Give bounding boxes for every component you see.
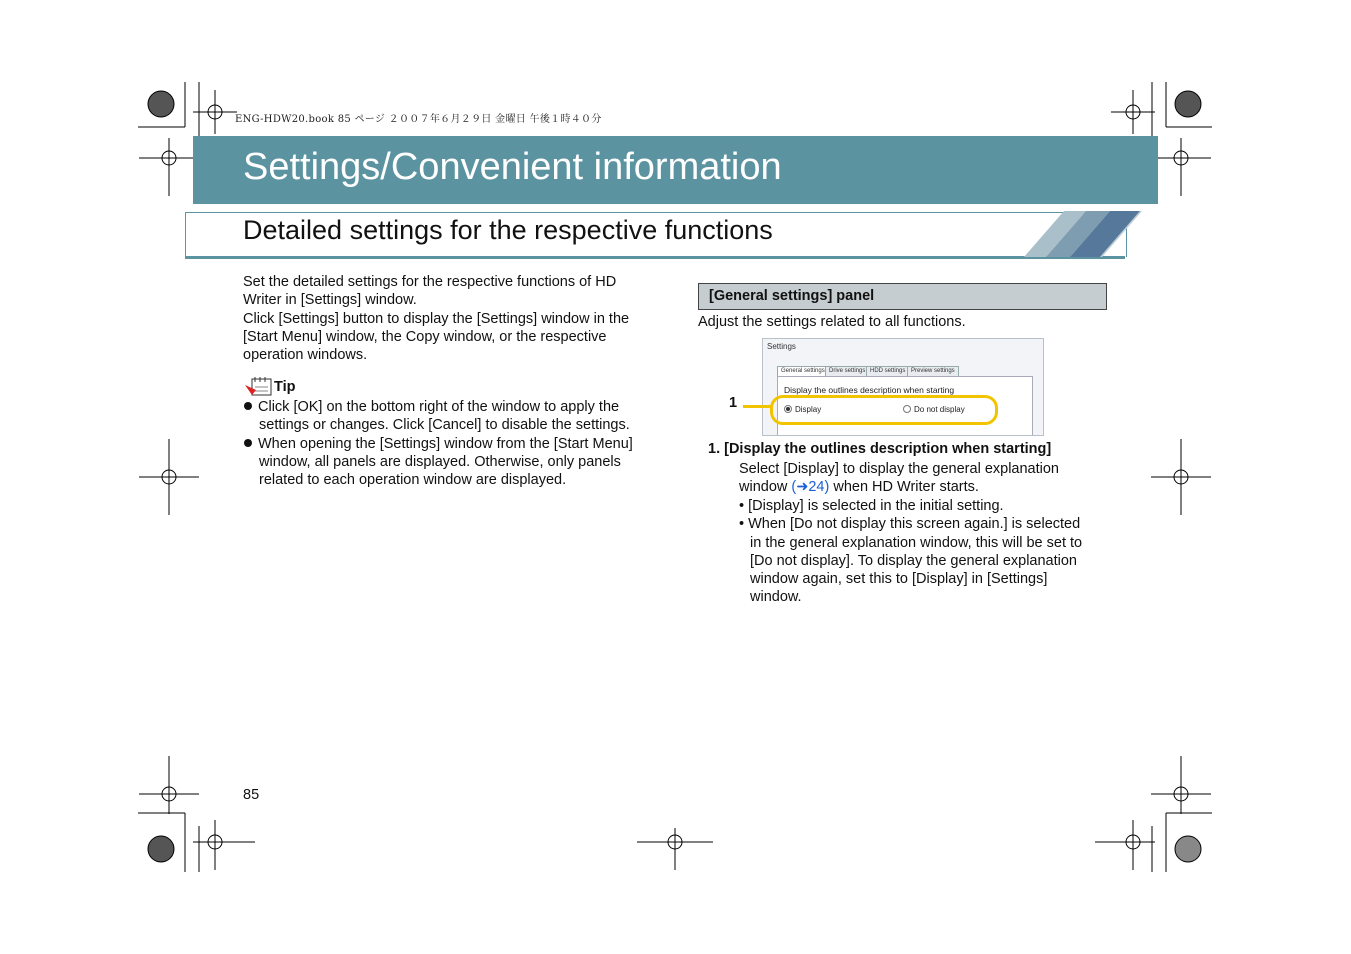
panel-heading-box — [698, 283, 1107, 310]
tip-line: related to each operation window are displayed. — [259, 472, 567, 489]
radio-do-not-display-label: Do not display — [914, 405, 965, 414]
tab-general-settings[interactable]: General settings — [777, 366, 829, 377]
sub-bullet-line: in the general explanation window, this will be set to — [750, 534, 1083, 551]
page-number: 85 — [243, 787, 260, 803]
window-title: Settings — [767, 342, 796, 351]
tab-preview-settings[interactable]: Preview settings — [907, 366, 959, 376]
item-line: Select [Display] to display the general explanation — [739, 461, 1059, 477]
intro-line: Set the detailed settings for the respective functions of HD — [243, 274, 617, 290]
item-text: when HD Writer starts. — [829, 479, 979, 496]
intro-line: Click [Settings] button to display the [Settings] window in the — [243, 310, 630, 327]
callout-line — [743, 405, 771, 408]
tab-hdd-settings[interactable]: HDD settings — [866, 366, 909, 376]
panel-intro: Adjust the settings related to all functions. — [698, 314, 966, 330]
tip-label: Tip — [274, 379, 296, 395]
section-subtitle: Detailed settings for the respective functions — [243, 215, 773, 245]
list-item — [739, 515, 1109, 606]
tab-drive-settings[interactable]: Drive settings — [825, 366, 869, 376]
tip-line: When opening the [Settings] window from the [Start Menu] — [258, 435, 633, 452]
sub-bullet-line: window again, set this to [Display] in [Settings] — [750, 571, 1048, 588]
print-header-line: ENG-HDW20.book 85 ページ ２００７年６月２９日 金曜日 午後１時４０分 — [235, 114, 602, 125]
list-item — [244, 435, 664, 490]
tip-line: settings or changes. Click [Cancel] to disable the settings. — [259, 417, 630, 434]
item-heading: 1. [Display the outlines description when starting] — [708, 441, 1052, 457]
page-title: Settings/Convenient information — [243, 146, 782, 188]
tip-line: window, all panels are displayed. Otherwise, only panels — [259, 453, 621, 470]
sub-bullet-line: window. — [750, 589, 802, 606]
tip-icon — [244, 376, 274, 398]
list-item — [244, 398, 664, 435]
subtitle-stripes — [1024, 211, 1144, 261]
tip-line: Click [OK] on the bottom right of the window to apply the — [258, 399, 620, 415]
tip-heading — [244, 376, 295, 398]
option-label: Display the outlines description when starting — [784, 385, 955, 395]
page-link[interactable]: (➜24) — [791, 479, 830, 496]
panel-heading: [General settings] panel — [709, 288, 875, 304]
intro-line: Writer in [Settings] window. — [243, 292, 417, 309]
item-line — [739, 478, 1109, 496]
sub-bullet-list — [739, 497, 1109, 607]
intro-text — [243, 273, 663, 364]
bullet-icon — [244, 439, 252, 447]
intro-line: operation windows. — [243, 347, 368, 364]
intro-line: [Start Menu] window, the Copy window, or the respective — [243, 328, 607, 345]
radio-display-label: Display — [795, 405, 822, 414]
subtitle-underline — [185, 256, 1125, 259]
item-body — [739, 460, 1109, 497]
item-text: window — [739, 479, 792, 496]
bullet-icon — [244, 402, 252, 410]
callout-number: 1 — [729, 395, 738, 411]
sub-bullet-line: [Do not display]. To display the general explanation — [750, 552, 1078, 569]
sub-bullet-line: • [Display] is selected in the initial setting. — [739, 498, 1004, 514]
sub-bullet-line: • When [Do not display this screen again.] is selected — [739, 516, 1081, 533]
callout-highlight — [770, 395, 998, 425]
list-item — [739, 497, 1109, 515]
tip-list — [244, 398, 664, 489]
